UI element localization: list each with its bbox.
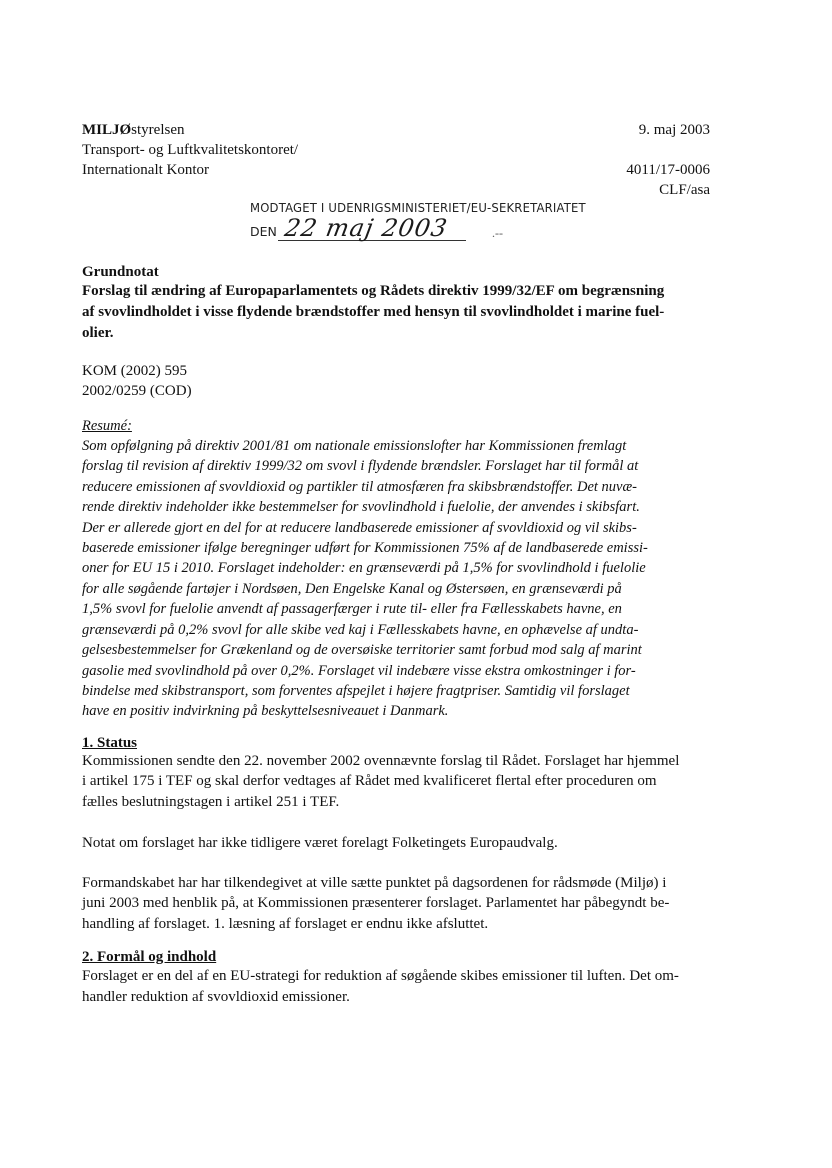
paragraph-line: juni 2003 med henblik på, at Kommissionen præsenterer forslaget. Parlamentet har påbegyndt be-: [82, 895, 670, 911]
doc-type-label: Grundnotat: [82, 264, 159, 280]
document-date: 9. maj 2003: [638, 122, 710, 138]
resume-line: baserede emissioner ifølge beregninger udført for Kommissionen 75% af de landbaserede emissi-: [82, 540, 648, 556]
org-name-rest: styrelsen: [131, 122, 185, 138]
resume-line: rende direktiv indeholder ikke bestemmelser for svovlindhold i fuelolie, der anvendes i skibsfart.: [82, 499, 640, 515]
resume-line: forslag til revision af direktiv 1999/32 om svovl i flydende brændsler. Forslaget har til formål at: [82, 458, 639, 474]
resume-line: have en positiv indvirkning på beskyttelsesniveauet i Danmark.: [82, 703, 449, 719]
section-heading-purpose: 2. Formål og indhold: [82, 949, 217, 965]
paragraph-line: Notat om forslaget har ikke tidligere været forelagt Folketingets Europaudvalg.: [82, 835, 558, 851]
paragraph-line: handler reduktion af svovldioxid emissioner.: [82, 989, 350, 1005]
paragraph-line: Formandskabet har har tilkendegivet at ville sætte punktet på dagsordenen for rådsmøde (Miljø) i: [82, 875, 667, 891]
title-line: olier.: [82, 325, 114, 341]
sender-block: [82, 120, 298, 180]
org-name-strong: MILJØ: [82, 122, 132, 138]
sender-office: Internationalt Kontor: [82, 162, 210, 178]
reference-number: 4011/17-0006: [626, 162, 710, 178]
title-line: Forslag til ændring af Europaparlamentets og Rådets direktiv 1999/32/EF om begrænsning: [82, 283, 665, 299]
initials: CLF/asa: [659, 182, 710, 198]
resume-label: Resumé:: [82, 418, 132, 434]
resume-line: reducere emissionen af svovldioxid og partikler til atmosfæren fra skibsbrændstoffer. Det nuvæ-: [82, 479, 637, 495]
resume-line: grænseværdi på 0,2% svovl for alle skibe ved kaj i Fællesskabets havne, en ophævelse af undta-: [82, 622, 639, 638]
paragraph-line: handling af forslaget. 1. læsning af forslaget er endnu ikke afsluttet.: [82, 916, 489, 932]
stamp-den-label: DEN: [250, 224, 277, 239]
paragraph-line: i artikel 175 i TEF og skal derfor vedtages af Rådet med kvalificeret flertal efter proceduren om: [82, 773, 657, 789]
reference-cod: 2002/0259 (COD): [82, 383, 192, 399]
received-stamp: MODTAGET I UDENRIGSMINISTERIET/EU-SEKRETARIATET: [250, 200, 586, 215]
resume-line: bindelse med skibstransport, som forventes afspejlet i højere fragtpriser. Samtidig vil forslaget: [82, 683, 630, 699]
resume-line: oner for EU 15 i 2010. Forslaget indeholder: en grænseværdi på 1,5% for svovlindhold i fuelolie: [82, 560, 646, 576]
resume-line: gasolie med svovlindhold på over 0,2%. Forslaget vil indebære visse ekstra omkostninger i for-: [82, 663, 636, 679]
sender-org: [82, 120, 298, 140]
resume-line: Der er allerede gjort en del for at reducere landbaserede emissioner af svovldioxid og vil skibs-: [82, 520, 637, 536]
paragraph-line: Forslaget er en del af en EU-strategi for reduktion af søgående skibes emissioner til luften. Det om-: [82, 968, 679, 984]
stamp-mark: .--: [492, 226, 503, 240]
resume-line: 1,5% svovl for fuelolie anvendt af passagerfærger i rute til- eller fra Fællesskabets havne, en: [82, 601, 622, 617]
resume-line: Som opfølgning på direktiv 2001/81 om nationale emissionslofter har Kommissionen fremlagt: [82, 438, 627, 454]
paragraph-line: fælles beslutningstagen i artikel 251 i TEF.: [82, 794, 340, 810]
title-line: af svovlindholdet i visse flydende brændstoffer med hensyn til svovlindholdet i marine fuel-: [82, 304, 665, 320]
sender-dept: Transport- og Luftkvalitetskontoret/: [82, 142, 299, 158]
section-heading-status: 1. Status: [82, 735, 138, 751]
paragraph-line: Kommissionen sendte den 22. november 2002 ovennævnte forslag til Rådet. Forslaget har hjemmel: [82, 753, 680, 769]
resume-line: for alle søgående fartøjer i Nordsøen, Den Engelske Kanal og Østersøen, en grænseværdi på: [82, 581, 622, 597]
resume-line: gelsesbestemmelser for Grækenland og de oversøiske territorier samt forbud mod salg af marint: [82, 642, 642, 658]
reference-kom: KOM (2002) 595: [82, 363, 187, 379]
handwritten-date: 22 maj 2003: [282, 214, 450, 242]
